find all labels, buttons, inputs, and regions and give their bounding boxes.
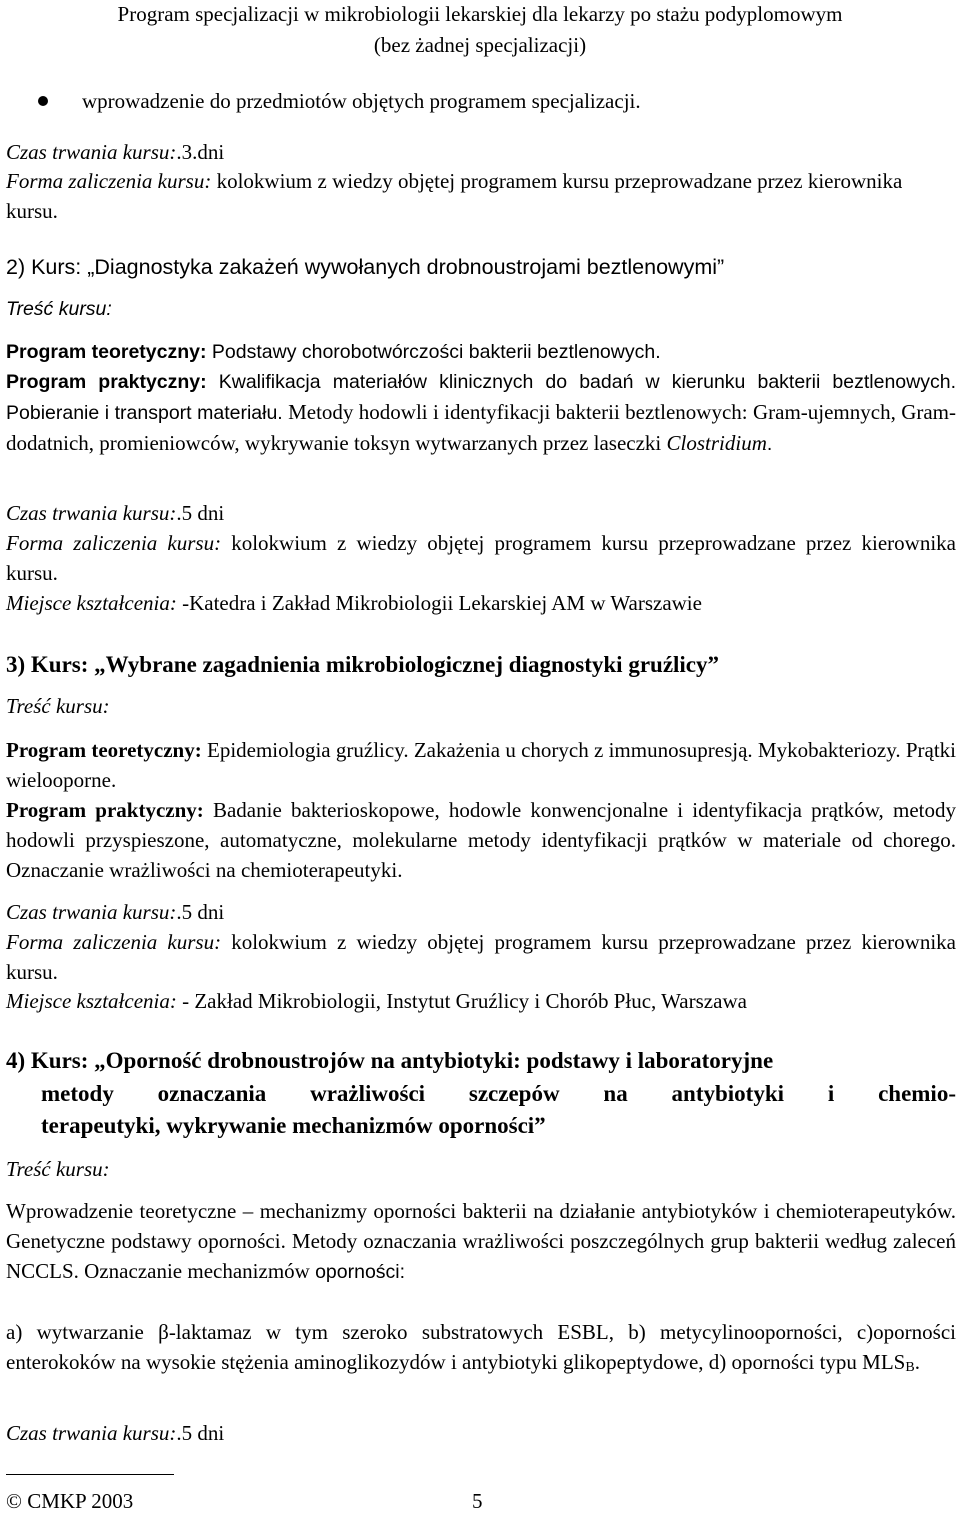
bullet-icon (38, 96, 48, 106)
course2-title: 2) Kurs: „Diagnostyka zakażeń wywołanych drobnoustrojami beztlenowymi” (6, 255, 725, 279)
course4-paragraph-2 (6, 1317, 956, 1383)
form-value: kolokwium z wiedzy objętej programem kursu przeprowadzane przez kierownika kursu. (6, 169, 903, 223)
theory-text: Podstawy chorobotwórczości bakterii beztlenowych. (206, 341, 661, 363)
form-value: kolokwium z wiedzy objętej programem kursu przeprowadzane przez kierownika kursu. (6, 531, 956, 585)
para2-text: a) wytwarzanie β-laktamaz w tym szeroko substratowych ESBL, b) metycylinooporności, c)oporności enterokoków na wysokie stężenia aminoglikozydów i antybiotyki glikopeptydowe, d) oporności typu MLS (6, 1320, 956, 1374)
place-label: Miejsce kształcenia: (6, 989, 177, 1013)
course4-title-line3: terapeutyki, wykrywanie mechanizmów oporności” (41, 1113, 546, 1138)
duration-value: .5 dni (176, 501, 225, 525)
page-header-subtitle: (bez żadnej specjalizacji) (373, 33, 587, 57)
footer-copyright: © CMKP 2003 (6, 1489, 134, 1513)
para2-subscript: B (905, 1360, 915, 1375)
course2-content-label: Treść kursu: (6, 298, 112, 320)
course3-duration (6, 897, 956, 927)
course3-content-label: Treść kursu: (6, 694, 110, 718)
course1-form (6, 166, 956, 226)
practice-label: Program praktyczny: (6, 371, 207, 393)
practice-text: Badanie bakterioskopowe, hodowle konwencjonalne i identyfikacja prątków, metody hodowli przyspieszone, automatyczne, molekularne metody identyfikacji prątków w materiale od chorego. Oznaczanie wrażliwości na chemioterapeutyki. (6, 798, 956, 882)
course3-form (6, 927, 956, 987)
footer-page-number: 5 (472, 1489, 483, 1513)
theory-label: Program teoretyczny: (6, 738, 202, 762)
place-label: Miejsce kształcenia: (6, 591, 177, 615)
course3-title: 3) Kurs: „Wybrane zagadnienia mikrobiologicznej diagnostyki gruźlicy” (6, 652, 720, 677)
duration-label: Czas trwania kursu: (6, 900, 177, 924)
course2-form (6, 528, 956, 588)
form-label: Forma zaliczenia kursu: (6, 930, 222, 954)
course4-paragraph-1 (6, 1196, 956, 1287)
course3-place (6, 986, 956, 1016)
page-header-title: Program specjalizacji w mikrobiologii lekarskiej dla lekarzy po stażu podyplomowym (117, 2, 843, 26)
course4-duration (6, 1418, 956, 1448)
course4-title-line1: 4) Kurs: „Oporność drobnoustrojów na antybiotyki: podstawy i laboratoryjne (6, 1048, 774, 1073)
course4-title-line2: metody oznaczania wrażliwości szczepów na antybiotyki i chemio- (41, 1081, 956, 1106)
theory-text: Epidemiologia gruźlicy. Zakażenia u chorych z immunosupresją. Mykobakteriozy. Prątki wielooporne. (6, 738, 957, 792)
theory-label: Program teoretyczny: (6, 341, 207, 363)
course4-content-label: Treść kursu: (6, 1157, 110, 1181)
course3-theory (6, 735, 956, 795)
practice-end: . (766, 433, 773, 455)
practice-italic: Clostridium (666, 431, 767, 455)
place-value: - Zakład Mikrobiologii, Instytut Gruźlicy i Chorób Płuc, Warszawa (176, 989, 747, 1013)
course3-practice (6, 795, 956, 885)
course2-duration (6, 498, 956, 528)
duration-label: Czas trwania kursu: (6, 501, 177, 525)
duration-value: .5 dni (176, 900, 225, 924)
duration-value: .5 dni (176, 1421, 225, 1445)
course2-practice (6, 367, 956, 459)
para1-sans: oporności: (315, 1261, 406, 1283)
footer-divider (6, 1474, 174, 1475)
form-label: Forma zaliczenia kursu: (6, 169, 212, 193)
practice-text: Kwalifikacja materiałów klinicznych do badań w kierunku bakterii beztlenowych. Pobieranie i transport materiału. (6, 371, 957, 424)
form-label: Forma zaliczenia kursu: (6, 531, 222, 555)
course2-place (6, 588, 956, 618)
course2-theory (6, 337, 956, 367)
course1-duration (6, 137, 956, 167)
practice-text-2: Metody hodowli i identyfikacji bakterii beztlenowych: Gram-ujemnych, Gram-dodatnich, promieniowców, wykrywanie toksyn wytwarzanych przez laseczki (6, 400, 957, 455)
practice-label: Program praktyczny: (6, 798, 204, 822)
duration-value: .3.dni (176, 140, 225, 164)
para2-end: . (914, 1350, 920, 1374)
bullet-text: wprowadzenie do przedmiotów objętych programem specjalizacji. (82, 89, 641, 113)
duration-label: Czas trwania kursu: (6, 140, 177, 164)
duration-label: Czas trwania kursu: (6, 1421, 177, 1445)
form-value: kolokwium z wiedzy objętej programem kursu przeprowadzane przez kierownika kursu. (6, 930, 956, 984)
place-value: -Katedra i Zakład Mikrobiologii Lekarskiej AM w Warszawie (176, 591, 702, 615)
para1-text: Wprowadzenie teoretyczne – mechanizmy oporności bakterii na działanie antybiotyków i chemioterapeutyków. Genetyczne podstawy oporności. Metody oznaczania wrażliwości poszczególnych grup bakterii według zaleceń NCCLS. Oznaczanie mechanizmów (6, 1199, 956, 1283)
